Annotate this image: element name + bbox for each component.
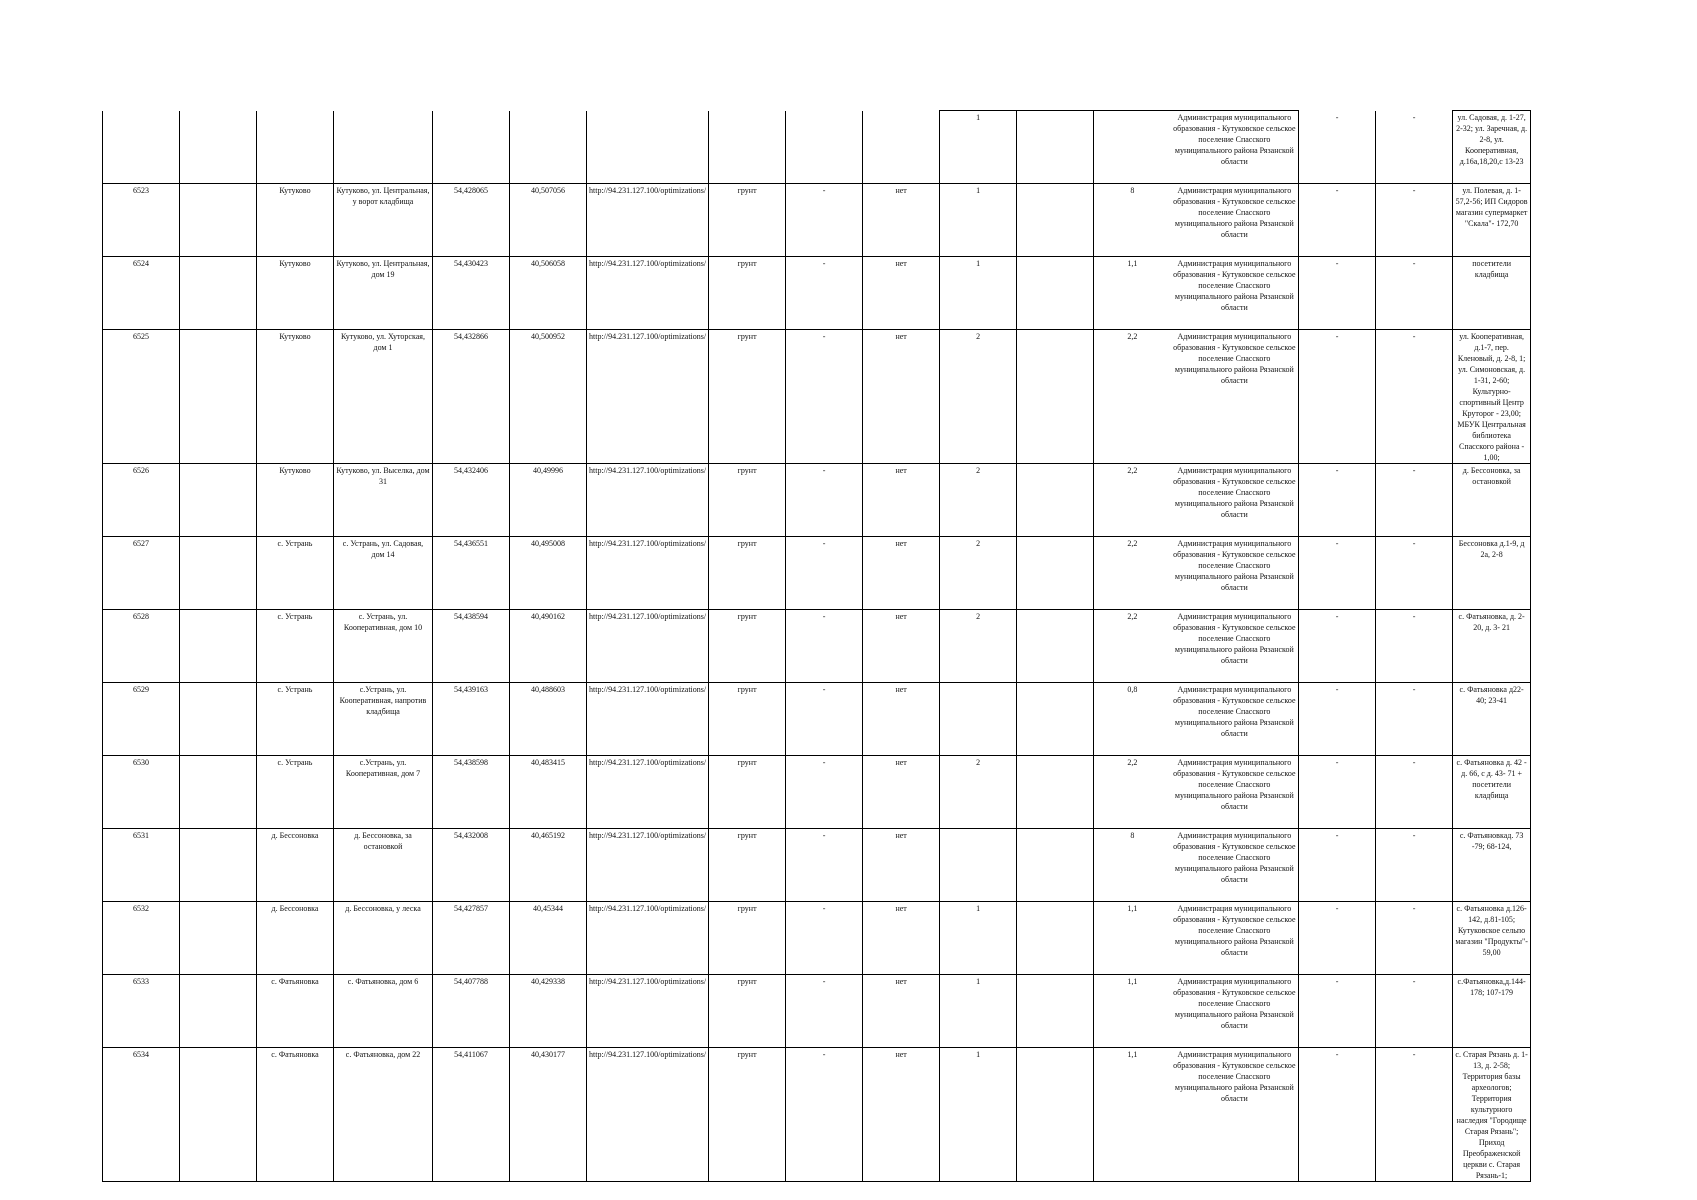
fence-cell: нет	[863, 330, 940, 464]
longitude-cell: 40,483415	[510, 756, 587, 829]
dash-cell: -	[786, 537, 863, 610]
settlement-cell	[257, 111, 334, 184]
fence-cell: нет	[863, 257, 940, 330]
dash-cell: -	[1376, 902, 1453, 975]
empty-cell	[180, 610, 257, 683]
longitude-cell: 40,465192	[510, 829, 587, 902]
dash-cell: -	[1376, 111, 1453, 184]
data-table	[102, 110, 1539, 1182]
table-row	[103, 975, 1539, 1048]
dash-cell: -	[1299, 683, 1376, 756]
surface-cell: грунт	[709, 902, 786, 975]
table-row	[103, 1048, 1539, 1182]
owner-cell: Администрация муниципального образования - Кутуковское сельское поселение Спасского муниципального района Рязанской области	[1171, 975, 1299, 1048]
url-cell: http://94.231.127.100/optimizations/	[587, 975, 709, 1048]
dash-cell: -	[786, 610, 863, 683]
container-count-cell: 2	[940, 610, 1017, 683]
longitude-cell: 40,429338	[510, 975, 587, 1048]
empty-cell	[180, 184, 257, 257]
dash-cell: -	[786, 756, 863, 829]
owner-cell: Администрация муниципального образования - Кутуковское сельское поселение Спасского муниципального района Рязанской области	[1171, 537, 1299, 610]
empty-cell	[1017, 184, 1094, 257]
served-addresses-cell: с.Фатьяновка,д.144-178; 107-179	[1453, 975, 1531, 1048]
owner-cell: Администрация муниципального образования - Кутуковское сельское поселение Спасского муниципального района Рязанской области	[1171, 683, 1299, 756]
settlement-cell: с. Устрань	[257, 756, 334, 829]
empty-cell	[1017, 975, 1094, 1048]
empty-cell	[1531, 464, 1539, 537]
dash-cell: -	[1376, 829, 1453, 902]
volume-cell: 8	[1094, 829, 1171, 902]
empty-cell	[1017, 902, 1094, 975]
volume-cell: 1,1	[1094, 1048, 1171, 1182]
dash-cell: -	[1376, 683, 1453, 756]
owner-cell: Администрация муниципального образования - Кутуковское сельское поселение Спасского муниципального района Рязанской области	[1171, 756, 1299, 829]
dash-cell: -	[786, 184, 863, 257]
latitude-cell: 54,411067	[433, 1048, 510, 1182]
dash-cell: -	[1299, 902, 1376, 975]
volume-cell: 2,2	[1094, 330, 1171, 464]
address-cell: д. Бессоновка, у леска	[334, 902, 433, 975]
empty-cell	[180, 829, 257, 902]
settlement-cell: Кутуково	[257, 184, 334, 257]
surface-cell	[709, 111, 786, 184]
surface-cell: грунт	[709, 1048, 786, 1182]
volume-cell: 2,2	[1094, 756, 1171, 829]
fence-cell: нет	[863, 829, 940, 902]
volume-cell: 1,1	[1094, 975, 1171, 1048]
empty-cell	[1017, 829, 1094, 902]
container-count-cell	[940, 683, 1017, 756]
table-row	[103, 464, 1539, 537]
row-number: 6525	[103, 330, 180, 464]
dash-cell	[786, 111, 863, 184]
fence-cell: нет	[863, 537, 940, 610]
dash-cell: -	[1299, 756, 1376, 829]
empty-cell	[1531, 330, 1539, 464]
row-number: 6534	[103, 1048, 180, 1182]
dash-cell: -	[1376, 610, 1453, 683]
url-cell: http://94.231.127.100/optimizations/	[587, 756, 709, 829]
surface-cell: грунт	[709, 975, 786, 1048]
empty-cell	[1531, 683, 1539, 756]
table-row	[103, 184, 1539, 257]
table-row	[103, 610, 1539, 683]
served-addresses-cell: ул. Кооперативная, д.1-7, пер. Кленовый, д. 2-8, 1; ул. Симоновская, д. 1-31, 2-60; Культурно-спортивный Центр Круторог - 23,00; МБУК Центральная библиотека Спасского района - 1,00;	[1453, 330, 1531, 464]
settlement-cell: с. Фатьяновка	[257, 975, 334, 1048]
table-row	[103, 537, 1539, 610]
longitude-cell	[510, 111, 587, 184]
settlement-cell: д. Бессоновка	[257, 829, 334, 902]
owner-cell: Администрация муниципального образования - Кутуковское сельское поселение Спасского муниципального района Рязанской области	[1171, 111, 1299, 184]
container-count-cell: 1	[940, 975, 1017, 1048]
latitude-cell: 54,427857	[433, 902, 510, 975]
empty-cell	[180, 683, 257, 756]
dash-cell: -	[1299, 537, 1376, 610]
row-number: 6529	[103, 683, 180, 756]
longitude-cell: 40,49996	[510, 464, 587, 537]
dash-cell: -	[1299, 330, 1376, 464]
empty-cell	[1017, 1048, 1094, 1182]
dash-cell: -	[1376, 975, 1453, 1048]
longitude-cell: 40,488603	[510, 683, 587, 756]
url-cell: http://94.231.127.100/optimizations/	[587, 464, 709, 537]
volume-cell: 2,2	[1094, 610, 1171, 683]
longitude-cell: 40,490162	[510, 610, 587, 683]
served-addresses-cell: д. Бессоновка, за остановкой	[1453, 464, 1531, 537]
volume-cell	[1094, 111, 1171, 184]
latitude-cell: 54,438598	[433, 756, 510, 829]
fence-cell: нет	[863, 902, 940, 975]
url-cell	[587, 111, 709, 184]
owner-cell: Администрация муниципального образования - Кутуковское сельское поселение Спасского муниципального района Рязанской области	[1171, 257, 1299, 330]
served-addresses-cell: посетители кладбища	[1453, 257, 1531, 330]
fence-cell: нет	[863, 1048, 940, 1182]
settlement-cell: д. Бессоновка	[257, 902, 334, 975]
container-count-cell: 1	[940, 1048, 1017, 1182]
empty-cell	[1531, 975, 1539, 1048]
address-cell: с. Фатьяновка, дом 22	[334, 1048, 433, 1182]
table-row	[103, 257, 1539, 330]
served-addresses-cell: с. Фатьяновка д. 42 - д. 66, с д. 43- 71 + посетители кладбища	[1453, 756, 1531, 829]
dash-cell: -	[786, 257, 863, 330]
row-number: 6531	[103, 829, 180, 902]
fence-cell: нет	[863, 683, 940, 756]
row-number: 6530	[103, 756, 180, 829]
url-cell: http://94.231.127.100/optimizations/	[587, 610, 709, 683]
dash-cell: -	[786, 1048, 863, 1182]
fence-cell: нет	[863, 610, 940, 683]
owner-cell: Администрация муниципального образования - Кутуковское сельское поселение Спасского муниципального района Рязанской области	[1171, 330, 1299, 464]
surface-cell: грунт	[709, 683, 786, 756]
served-addresses-cell: Бессоновка д.1-9, д 2а, 2-8	[1453, 537, 1531, 610]
empty-cell	[1017, 257, 1094, 330]
volume-cell: 2,2	[1094, 464, 1171, 537]
container-count-cell: 1	[940, 902, 1017, 975]
empty-cell	[1531, 829, 1539, 902]
url-cell: http://94.231.127.100/optimizations/	[587, 537, 709, 610]
surface-cell: грунт	[709, 330, 786, 464]
latitude-cell: 54,428065	[433, 184, 510, 257]
volume-cell: 0,8	[1094, 683, 1171, 756]
fence-cell: нет	[863, 184, 940, 257]
latitude-cell: 54,430423	[433, 257, 510, 330]
empty-cell	[1531, 257, 1539, 330]
owner-cell: Администрация муниципального образования - Кутуковское сельское поселение Спасского муниципального района Рязанской области	[1171, 610, 1299, 683]
served-addresses-cell: ул. Полевая, д. 1-57,2-56; ИП Сидоров магазин супермаркет "Скала"- 172,70	[1453, 184, 1531, 257]
surface-cell: грунт	[709, 464, 786, 537]
dash-cell: -	[1376, 330, 1453, 464]
longitude-cell: 40,506058	[510, 257, 587, 330]
empty-cell	[180, 975, 257, 1048]
latitude-cell	[433, 111, 510, 184]
url-cell: http://94.231.127.100/optimizations/	[587, 330, 709, 464]
longitude-cell: 40,495008	[510, 537, 587, 610]
longitude-cell: 40,45344	[510, 902, 587, 975]
served-addresses-cell: с. Старая Рязань д. 1-13, д. 2-58; Территория базы археологов; Территория культурного наследия "Городище Старая Рязань"; Приход Преображенской церкви с. Старая Рязань-1;	[1453, 1048, 1531, 1182]
owner-cell: Администрация муниципального образования - Кутуковское сельское поселение Спасского муниципального района Рязанской области	[1171, 184, 1299, 257]
owner-cell: Администрация муниципального образования - Кутуковское сельское поселение Спасского муниципального района Рязанской области	[1171, 464, 1299, 537]
settlement-cell: Кутуково	[257, 257, 334, 330]
dash-cell: -	[1376, 184, 1453, 257]
row-number: 6524	[103, 257, 180, 330]
row-number: 6527	[103, 537, 180, 610]
container-count-cell: 2	[940, 330, 1017, 464]
volume-cell: 1,1	[1094, 257, 1171, 330]
owner-cell: Администрация муниципального образования - Кутуковское сельское поселение Спасского муниципального района Рязанской области	[1171, 1048, 1299, 1182]
surface-cell: грунт	[709, 610, 786, 683]
fence-cell: нет	[863, 464, 940, 537]
empty-cell	[1531, 537, 1539, 610]
container-count-cell: 2	[940, 464, 1017, 537]
dash-cell: -	[786, 829, 863, 902]
container-count-cell: 1	[940, 111, 1017, 184]
empty-cell	[1531, 610, 1539, 683]
latitude-cell: 54,432866	[433, 330, 510, 464]
address-cell: Кутуково, ул. Хуторская, дом 1	[334, 330, 433, 464]
address-cell: с.Устрань, ул. Кооперативная, напротив кладбища	[334, 683, 433, 756]
address-cell: Кутуково, ул. Центральная, дом 19	[334, 257, 433, 330]
empty-cell	[1531, 756, 1539, 829]
owner-cell: Администрация муниципального образования - Кутуковское сельское поселение Спасского муниципального района Рязанской области	[1171, 829, 1299, 902]
table-row	[103, 111, 1539, 184]
table-row	[103, 829, 1539, 902]
latitude-cell: 54,432406	[433, 464, 510, 537]
served-addresses-cell: с. Фатьяновка д22-40; 23-41	[1453, 683, 1531, 756]
url-cell: http://94.231.127.100/optimizations/	[587, 257, 709, 330]
row-number	[103, 111, 180, 184]
empty-cell	[180, 756, 257, 829]
table-row	[103, 330, 1539, 464]
served-addresses-cell: с. Фатьяновкад. 73 -79; 68-124,	[1453, 829, 1531, 902]
surface-cell: грунт	[709, 184, 786, 257]
fence-cell: нет	[863, 975, 940, 1048]
dash-cell: -	[1299, 975, 1376, 1048]
empty-cell	[180, 1048, 257, 1182]
empty-cell	[1017, 683, 1094, 756]
empty-cell	[1531, 1048, 1539, 1182]
volume-cell: 8	[1094, 184, 1171, 257]
empty-cell	[1017, 330, 1094, 464]
served-addresses-cell: ул. Садовая, д. 1-27, 2-32; ул. Заречная, д. 2-8, ул. Кооперативная, д.16а,18,20,с 13-23	[1453, 111, 1531, 184]
url-cell: http://94.231.127.100/optimizations/	[587, 829, 709, 902]
container-count-cell: 1	[940, 257, 1017, 330]
url-cell: http://94.231.127.100/optimizations/	[587, 184, 709, 257]
dash-cell: -	[1376, 464, 1453, 537]
fence-cell	[863, 111, 940, 184]
settlement-cell: с. Устрань	[257, 537, 334, 610]
row-number: 6528	[103, 610, 180, 683]
latitude-cell: 54,407788	[433, 975, 510, 1048]
latitude-cell: 54,438594	[433, 610, 510, 683]
empty-cell	[1017, 610, 1094, 683]
address-cell: Кутуково, ул. Центральная, у ворот кладбища	[334, 184, 433, 257]
dash-cell: -	[1376, 1048, 1453, 1182]
empty-cell	[1017, 464, 1094, 537]
settlement-cell: Кутуково	[257, 464, 334, 537]
surface-cell: грунт	[709, 829, 786, 902]
address-cell	[334, 111, 433, 184]
dash-cell: -	[1376, 537, 1453, 610]
latitude-cell: 54,436551	[433, 537, 510, 610]
settlement-cell: с. Устрань	[257, 683, 334, 756]
surface-cell: грунт	[709, 257, 786, 330]
empty-cell	[1017, 111, 1094, 184]
dash-cell: -	[786, 683, 863, 756]
latitude-cell: 54,439163	[433, 683, 510, 756]
url-cell: http://94.231.127.100/optimizations/	[587, 1048, 709, 1182]
table-row	[103, 756, 1539, 829]
empty-cell	[180, 330, 257, 464]
empty-cell	[180, 257, 257, 330]
dash-cell: -	[786, 902, 863, 975]
address-cell: д. Бессоновка, за остановкой	[334, 829, 433, 902]
url-cell: http://94.231.127.100/optimizations/	[587, 683, 709, 756]
settlement-cell: Кутуково	[257, 330, 334, 464]
container-count-cell: 1	[940, 184, 1017, 257]
container-count-cell	[940, 829, 1017, 902]
dash-cell: -	[1299, 610, 1376, 683]
volume-cell: 1,1	[1094, 902, 1171, 975]
dash-cell: -	[786, 464, 863, 537]
empty-cell	[180, 537, 257, 610]
empty-cell	[1531, 111, 1539, 184]
latitude-cell: 54,432008	[433, 829, 510, 902]
settlement-cell: с. Фатьяновка	[257, 1048, 334, 1182]
container-count-cell: 2	[940, 756, 1017, 829]
fence-cell: нет	[863, 756, 940, 829]
served-addresses-cell: с. Фатьяновка, д. 2-20, д. 3- 21	[1453, 610, 1531, 683]
row-number: 6532	[103, 902, 180, 975]
address-cell: с. Устрань, ул. Кооперативная, дом 10	[334, 610, 433, 683]
owner-cell: Администрация муниципального образования - Кутуковское сельское поселение Спасского муниципального района Рязанской области	[1171, 902, 1299, 975]
volume-cell: 2,2	[1094, 537, 1171, 610]
address-cell: с.Устрань, ул. Кооперативная, дом 7	[334, 756, 433, 829]
empty-cell	[180, 902, 257, 975]
empty-cell	[180, 111, 257, 184]
longitude-cell: 40,507056	[510, 184, 587, 257]
row-number: 6523	[103, 184, 180, 257]
surface-cell: грунт	[709, 537, 786, 610]
empty-cell	[1531, 902, 1539, 975]
dash-cell: -	[1299, 257, 1376, 330]
address-cell: Кутуково, ул. Выселка, дом 31	[334, 464, 433, 537]
served-addresses-cell: с. Фатьяновка д.126-142, д.81-105; Кутуковское сельпо магазин "Продукты"- 59,00	[1453, 902, 1531, 975]
dash-cell: -	[1299, 111, 1376, 184]
table-row	[103, 683, 1539, 756]
surface-cell: грунт	[709, 756, 786, 829]
empty-cell	[1017, 756, 1094, 829]
settlement-cell: с. Устрань	[257, 610, 334, 683]
url-cell: http://94.231.127.100/optimizations/	[587, 902, 709, 975]
container-count-cell: 2	[940, 537, 1017, 610]
empty-cell	[1531, 184, 1539, 257]
dash-cell: -	[786, 975, 863, 1048]
dash-cell: -	[1299, 464, 1376, 537]
dash-cell: -	[1376, 257, 1453, 330]
table-row	[103, 902, 1539, 975]
dash-cell: -	[1376, 756, 1453, 829]
dash-cell: -	[1299, 829, 1376, 902]
empty-cell	[180, 464, 257, 537]
empty-cell	[1017, 537, 1094, 610]
row-number: 6533	[103, 975, 180, 1048]
address-cell: с. Устрань, ул. Садовая, дом 14	[334, 537, 433, 610]
longitude-cell: 40,500952	[510, 330, 587, 464]
dash-cell: -	[1299, 184, 1376, 257]
row-number: 6526	[103, 464, 180, 537]
dash-cell: -	[1299, 1048, 1376, 1182]
dash-cell: -	[786, 330, 863, 464]
address-cell: с. Фатьяновка, дом 6	[334, 975, 433, 1048]
longitude-cell: 40,430177	[510, 1048, 587, 1182]
